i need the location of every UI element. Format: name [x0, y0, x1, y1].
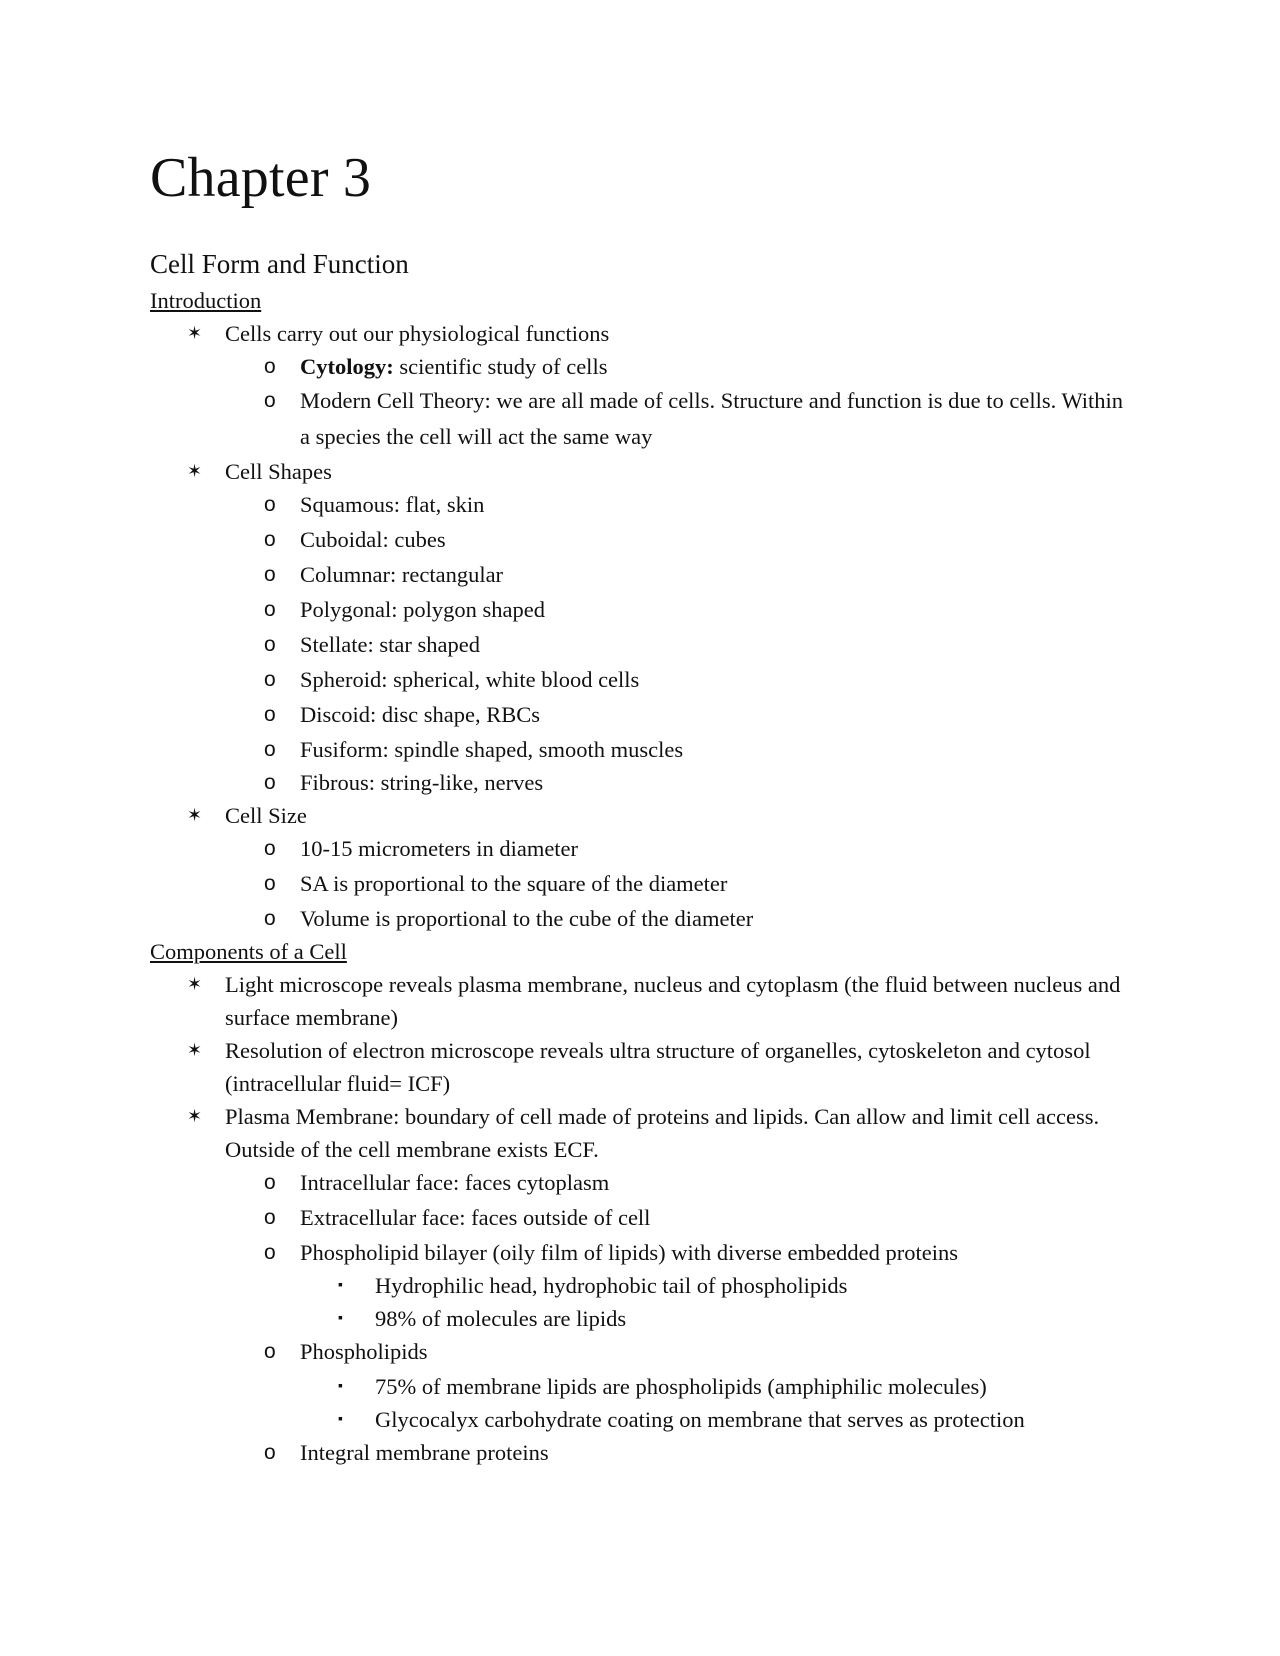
item-text: Hydrophilic head, hydrophobic tail of phospholipids [375, 1273, 848, 1298]
list-item [150, 1436, 1130, 1469]
star-bullet-icon: ✶ [187, 805, 203, 825]
list-item [150, 1403, 1130, 1436]
circle-bullet-icon: o [264, 872, 276, 895]
item-text: Cuboidal: cubes [300, 527, 446, 552]
cytology-term: Cytology: [300, 354, 394, 379]
item-text: Phospholipid bilayer (oily film of lipids) with diverse embedded proteins [300, 1240, 959, 1265]
list-item [150, 1166, 1130, 1199]
item-text: Fibrous: string-like, nerves [300, 770, 544, 795]
circle-bullet-icon: o [264, 389, 276, 412]
list-item [150, 488, 1130, 521]
list-item [150, 968, 1130, 1034]
item-text: Squamous: flat, skin [300, 492, 485, 517]
item-text: 98% of molecules are lipids [375, 1306, 627, 1331]
circle-bullet-icon: o [264, 563, 276, 586]
star-bullet-icon: ✶ [187, 323, 203, 343]
list-item [150, 383, 1130, 455]
circle-bullet-icon: o [264, 771, 276, 794]
circle-bullet-icon: o [264, 703, 276, 726]
list-item [150, 628, 1130, 661]
item-text: Spheroid: spherical, white blood cells [300, 667, 640, 692]
circle-bullet-icon: o [264, 907, 276, 930]
cytology-definition: scientific study of cells [393, 354, 608, 379]
item-text [300, 350, 1130, 383]
star-bullet-icon: ✶ [187, 1040, 203, 1060]
square-bullet-icon: ▪ [338, 1278, 343, 1293]
list-item [150, 1302, 1130, 1335]
heading-introduction: Introduction [150, 288, 262, 313]
item-text: Modern Cell Theory: we are all made of cells. Structure and function is due to cells. Within a species the cell will act the same way [300, 388, 1124, 449]
list-item [150, 902, 1130, 935]
chapter-title: Chapter 3 [150, 147, 372, 209]
list-item [150, 698, 1130, 731]
square-bullet-icon: ▪ [338, 1412, 343, 1427]
item-text: Extracellular face: faces outside of cell [300, 1205, 651, 1230]
item-text: Discoid: disc shape, RBCs [300, 702, 540, 727]
circle-bullet-icon: o [264, 598, 276, 621]
star-bullet-icon: ✶ [187, 1106, 203, 1126]
list-item [150, 350, 1130, 383]
star-bullet-icon: ✶ [187, 974, 203, 994]
circle-bullet-icon: o [264, 738, 276, 761]
item-text: Cell Shapes [225, 459, 332, 484]
list-item [150, 455, 1130, 488]
item-text: Light microscope reveals plasma membrane, nucleus and cytoplasm (the fluid between nucleus and surface membrane) [225, 972, 1121, 1030]
circle-bullet-icon: o [264, 1340, 276, 1363]
section-subtitle: Cell Form and Function [150, 249, 409, 279]
item-text: Volume is proportional to the cube of the diameter [300, 906, 754, 931]
item-text: SA is proportional to the square of the diameter [300, 871, 728, 896]
square-bullet-icon: ▪ [338, 1379, 343, 1394]
circle-bullet-icon: o [264, 493, 276, 516]
item-text: Resolution of electron microscope reveals ultra structure of organelles, cytoskeleton and cytosol (intracellular fluid= ICF) [225, 1038, 1091, 1096]
notes-body [150, 284, 1130, 1469]
list-item [150, 766, 1130, 799]
item-text: Intracellular face: faces cytoplasm [300, 1170, 610, 1195]
list-item [150, 1236, 1130, 1269]
item-text: Stellate: star shaped [300, 632, 480, 657]
circle-bullet-icon: o [264, 1171, 276, 1194]
item-text: Cells carry out our physiological functions [225, 321, 610, 346]
item-text: 10-15 micrometers in diameter [300, 836, 579, 861]
list-item [150, 733, 1130, 766]
star-bullet-icon: ✶ [187, 461, 203, 481]
item-text: Fusiform: spindle shaped, smooth muscles [300, 737, 684, 762]
list-item [150, 523, 1130, 556]
list-item [150, 1034, 1130, 1100]
list-item [150, 832, 1130, 865]
list-item [150, 1100, 1130, 1166]
circle-bullet-icon: o [264, 1206, 276, 1229]
circle-bullet-icon: o [264, 1441, 276, 1464]
list-item [150, 1269, 1130, 1302]
list-item [150, 1370, 1130, 1403]
circle-bullet-icon: o [264, 837, 276, 860]
item-text: Columnar: rectangular [300, 562, 504, 587]
circle-bullet-icon: o [264, 633, 276, 656]
list-item [150, 663, 1130, 696]
item-text: Phospholipids [300, 1339, 428, 1364]
list-item [150, 867, 1130, 900]
circle-bullet-icon: o [264, 528, 276, 551]
item-text: Polygonal: polygon shaped [300, 597, 545, 622]
list-item [150, 799, 1130, 832]
list-item [150, 317, 1130, 350]
list-item [150, 558, 1130, 591]
item-text: Glycocalyx carbohydrate coating on membrane that serves as protection [375, 1407, 1025, 1432]
item-text: 75% of membrane lipids are phospholipids (amphiphilic molecules) [375, 1374, 987, 1399]
list-item [150, 1335, 1130, 1368]
list-item [150, 1201, 1130, 1234]
circle-bullet-icon: o [264, 668, 276, 691]
list-item [150, 593, 1130, 626]
item-text: Plasma Membrane: boundary of cell made of proteins and lipids. Can allow and limit cell access. Outside of the cell membrane exists ECF. [225, 1104, 1100, 1162]
item-text: Cell Size [225, 803, 307, 828]
circle-bullet-icon: o [264, 355, 276, 378]
square-bullet-icon: ▪ [338, 1311, 343, 1326]
heading-components-of-a-cell: Components of a Cell [150, 939, 347, 964]
item-text: Integral membrane proteins [300, 1440, 549, 1465]
circle-bullet-icon: o [264, 1241, 276, 1264]
